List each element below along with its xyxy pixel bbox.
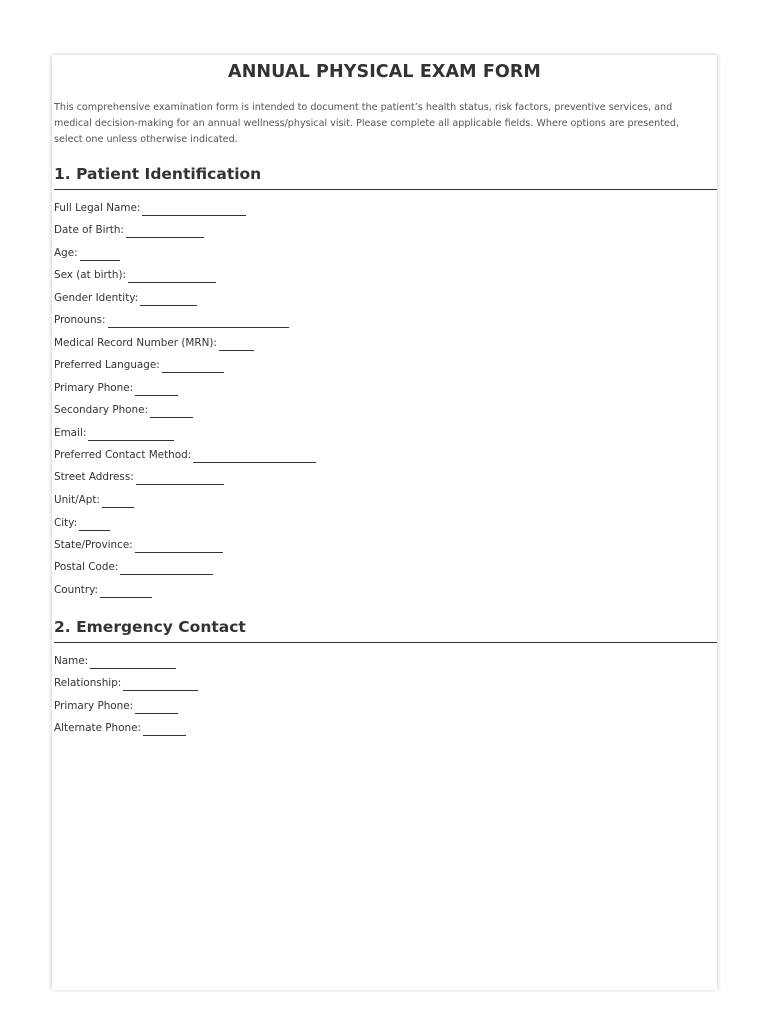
preferred-language-input-line[interactable] <box>162 360 224 373</box>
date-of-birth-input-line[interactable] <box>126 225 204 238</box>
field-state-province <box>54 537 223 553</box>
mrn-input-line[interactable] <box>219 338 254 351</box>
field-mrn <box>54 335 254 351</box>
field-label: Primary Phone: <box>54 382 134 394</box>
field-label: Sex (at birth): <box>54 269 127 281</box>
field-label: Postal Code: <box>54 561 119 573</box>
state-province-input-line[interactable] <box>135 540 223 553</box>
field-label: Pronouns: <box>54 314 106 326</box>
field-city <box>54 515 110 531</box>
form-title: ANNUAL PHYSICAL EXAM FORM <box>228 62 541 82</box>
preferred-contact-method-input-line[interactable] <box>193 450 316 463</box>
field-secondary-phone <box>54 402 193 418</box>
full-legal-name-input-line[interactable] <box>142 203 246 216</box>
field-primary-phone <box>54 380 178 396</box>
field-sex-at-birth <box>54 267 216 283</box>
field-emergency-primary-phone <box>54 698 178 714</box>
emergency-alternate-phone-input-line[interactable] <box>143 723 186 736</box>
field-label: Unit/Apt: <box>54 494 100 506</box>
pronouns-input-line[interactable] <box>108 315 289 328</box>
field-label: Email: <box>54 427 87 439</box>
unit-apt-input-line[interactable] <box>102 495 134 508</box>
gender-identity-input-line[interactable] <box>140 293 197 306</box>
emergency-primary-phone-input-line[interactable] <box>135 701 178 714</box>
secondary-phone-input-line[interactable] <box>150 405 193 418</box>
field-label: Preferred Language: <box>54 359 160 371</box>
emergency-name-input-line[interactable] <box>90 656 176 669</box>
email-input-line[interactable] <box>88 428 174 441</box>
field-postal-code <box>54 559 213 575</box>
field-emergency-relationship <box>54 675 198 691</box>
emergency-relationship-input-line[interactable] <box>123 678 198 691</box>
field-label: Preferred Contact Method: <box>54 449 192 461</box>
field-gender-identity <box>54 290 197 306</box>
field-label: Full Legal Name: <box>54 202 141 214</box>
field-full-legal-name <box>54 200 246 216</box>
field-label: Name: <box>54 655 89 667</box>
field-label: City: <box>54 517 78 529</box>
field-label: Alternate Phone: <box>54 722 141 734</box>
field-unit-apt <box>54 492 134 508</box>
field-label: Primary Phone: <box>54 700 134 712</box>
street-address-input-line[interactable] <box>136 472 224 485</box>
form-page <box>52 55 717 990</box>
field-label: Date of Birth: <box>54 224 124 236</box>
field-label: Street Address: <box>54 471 134 483</box>
field-preferred-contact-method <box>54 447 316 463</box>
field-age <box>54 245 120 261</box>
postal-code-input-line[interactable] <box>120 562 213 575</box>
section-heading-emergency-contact: 2. Emergency Contact <box>54 618 717 643</box>
field-email <box>54 425 174 441</box>
field-emergency-alternate-phone <box>54 720 186 736</box>
section-heading-patient-identification: 1. Patient Identification <box>54 165 717 190</box>
sex-at-birth-input-line[interactable] <box>128 270 216 283</box>
field-label: Medical Record Number (MRN): <box>54 337 217 349</box>
field-pronouns <box>54 312 289 328</box>
field-emergency-name <box>54 653 176 669</box>
field-street-address <box>54 469 224 485</box>
city-input-line[interactable] <box>79 518 110 531</box>
field-label: Relationship: <box>54 677 122 689</box>
field-country <box>54 582 152 598</box>
form-intro: This comprehensive examination form is intended to document the patient’s health status, risk factors, preventive services, and medical decision-making for an annual wellness/physical visit. Please complete all applicable fields. Where options are presented, select one unless otherwise indicated. <box>54 102 680 145</box>
primary-phone-input-line[interactable] <box>135 383 178 396</box>
country-input-line[interactable] <box>100 585 152 598</box>
field-label: State/Province: <box>54 539 133 551</box>
field-label: Gender Identity: <box>54 292 139 304</box>
field-label: Secondary Phone: <box>54 404 149 416</box>
field-label: Country: <box>54 584 99 596</box>
field-date-of-birth <box>54 222 204 238</box>
field-preferred-language <box>54 357 224 373</box>
field-label: Age: <box>54 247 78 259</box>
age-input-line[interactable] <box>80 248 120 261</box>
